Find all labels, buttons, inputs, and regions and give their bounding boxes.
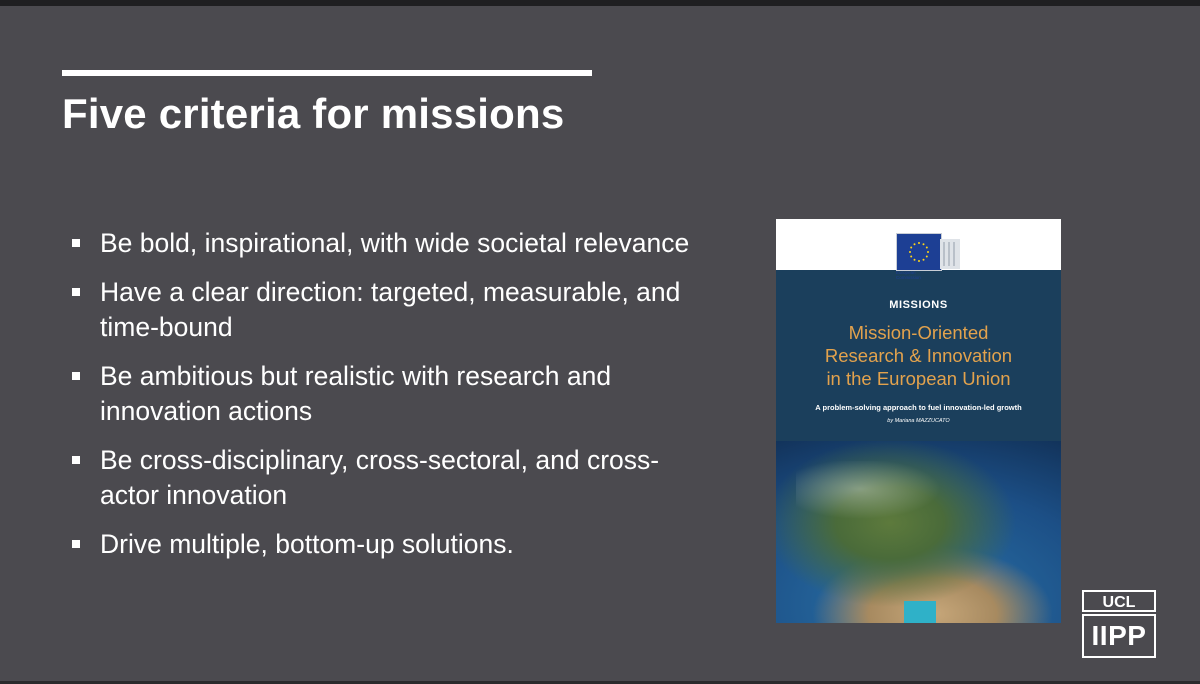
bullet-icon — [72, 540, 80, 548]
cover-title-line: Research & Innovation — [824, 345, 1013, 366]
iipp-logo: IIPP — [1082, 614, 1156, 658]
slide-title: Five criteria for missions — [62, 90, 565, 137]
list-item-text: Be ambitious but realistic with research and innovation actions — [100, 361, 612, 426]
list-item-text: Be bold, inspirational, with wide societal relevance — [100, 228, 690, 258]
bullet-icon — [72, 288, 80, 296]
list-item — [72, 275, 712, 345]
bullet-icon — [72, 239, 80, 247]
list-item — [72, 527, 712, 562]
bullet-icon — [72, 372, 80, 380]
list-item — [72, 359, 712, 429]
berlaymont-building-icon — [940, 239, 960, 269]
cover-title — [776, 321, 1061, 390]
cover-title-line: in the European Union — [826, 368, 1011, 389]
ucl-logo: UCL — [1082, 590, 1156, 612]
list-item-text: Drive multiple, bottom-up solutions. — [100, 529, 514, 559]
bullet-icon — [72, 456, 80, 464]
list-item-text: Be cross-disciplinary, cross-sectoral, and cross-actor innovation — [100, 445, 660, 510]
eu-flag-icon — [896, 233, 942, 271]
title-rule — [62, 70, 592, 76]
publisher-name: European Commission — [896, 270, 921, 280]
earth-globe-image — [776, 441, 1061, 623]
eu-stars-icon — [907, 240, 931, 264]
list-item — [72, 443, 712, 513]
cover-kicker: MISSIONS — [889, 299, 948, 311]
list-item — [72, 226, 712, 261]
cover-subtitle: A problem-solving approach to fuel innovation-led growth — [815, 403, 1022, 412]
cloud-overlay — [796, 461, 956, 531]
criteria-list — [72, 226, 712, 576]
cover-badge — [904, 601, 936, 623]
european-commission-logo — [886, 233, 962, 283]
cover-title-line: Mission-Oriented — [848, 322, 989, 343]
list-item-text: Have a clear direction: targeted, measurable, and time-bound — [100, 277, 681, 342]
book-cover-image — [776, 219, 1061, 623]
cover-author: by Mariana MAZZUCATO — [887, 418, 950, 424]
top-edge-bar — [0, 0, 1200, 6]
